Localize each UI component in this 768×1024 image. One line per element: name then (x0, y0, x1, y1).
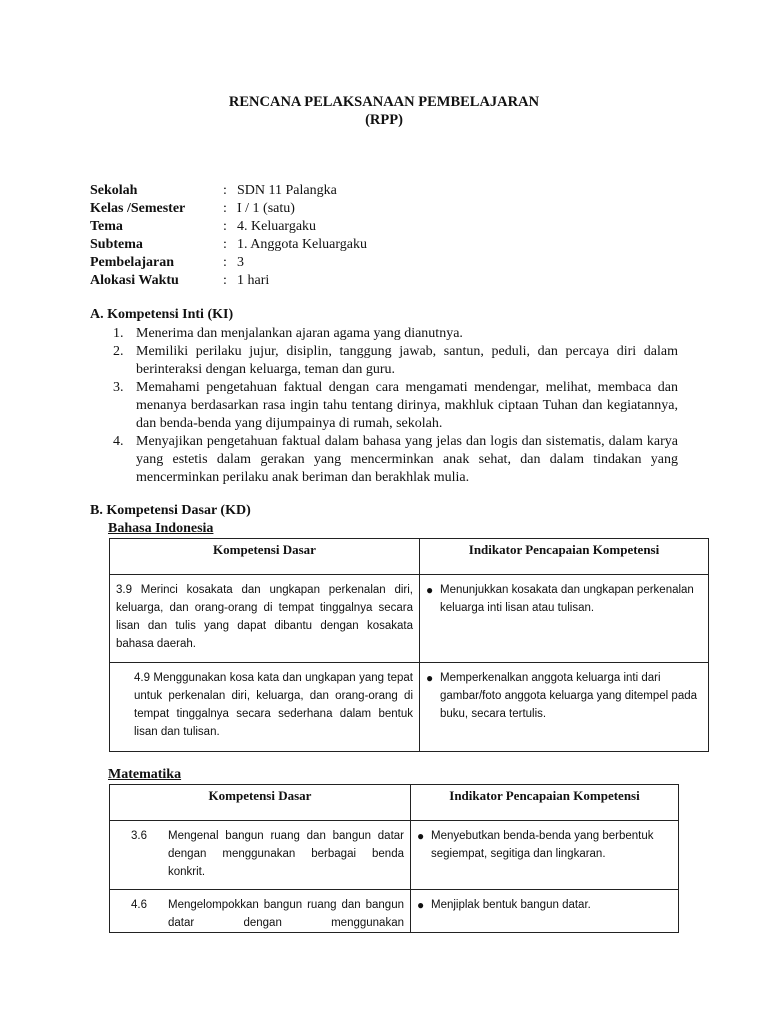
ki-heading: A. Kompetensi Inti (KI) (90, 307, 234, 322)
table-row (110, 821, 679, 890)
list-number: 4. (113, 434, 124, 449)
column-header-kd: Kompetensi Dasar (110, 785, 411, 821)
identity-value: 3 (237, 255, 244, 270)
list-item (113, 343, 678, 379)
document-title: RENCANA PELAKSANAAN PEMBELAJARAN (228, 94, 540, 110)
list-text: Menyajikan pengetahuan faktual dalam bahasa yang jelas dan logis dan sistematis, dalam karya yang estetis dalam gerakan yang mencerminkan anak sehat, dan dalam tindakan yang mencerminkan perilaku anak beriman dan berakhlak mulia. (136, 434, 678, 485)
list-text: Menerima dan menjalankan ajaran agama yang dianutnya. (136, 326, 463, 341)
table-row (110, 575, 709, 663)
table-header-row (110, 785, 679, 821)
identity-colon: : (223, 201, 227, 216)
identity-row-pembelajaran (90, 254, 367, 272)
identity-label: Pembelajaran (90, 255, 174, 270)
identity-colon: : (223, 183, 227, 198)
indicator-text: Menyebutkan benda-benda yang berbentuk segiempat, segitiga dan lingkaran. (431, 830, 654, 860)
subject-title-matematika: Matematika (108, 767, 182, 782)
bullet-icon: ● (426, 583, 434, 597)
kd-table-bahasa (109, 538, 709, 752)
list-item (113, 325, 678, 343)
kd-cell (110, 821, 411, 890)
kd-cell (110, 890, 411, 933)
list-item (113, 379, 678, 433)
identity-row-alokasi (90, 272, 367, 290)
subject-title-bahasa: Bahasa Indonesia (108, 521, 214, 536)
identity-label: Subtema (90, 237, 143, 252)
list-number: 2. (113, 344, 124, 359)
identity-value: I / 1 (satu) (237, 201, 295, 216)
identity-label: Kelas /Semester (90, 201, 186, 216)
indicator-cell (420, 663, 709, 752)
kd-cell: 3.9 Merinci kosakata dan ungkapan perkenalan diri, keluarga, dan orang-orang di tempat tinggalnya secara lisan dan tulis yang dapat dibantu dengan kosakata bahasa daerah. (110, 575, 420, 663)
kd-number: 4.6 (131, 899, 147, 911)
indicator-text: Menunjukkan kosakata dan ungkapan perkenalan keluarga inti lisan atau tulisan. (440, 584, 694, 614)
list-number: 3. (113, 380, 124, 395)
table-row (110, 890, 679, 933)
identity-value: SDN 11 Palangka (237, 183, 337, 198)
identity-colon: : (223, 219, 227, 234)
identity-label: Alokasi Waktu (90, 273, 179, 288)
identity-value: 4. Keluargaku (237, 219, 317, 234)
kd-text: Mengenal bangun ruang dan bangun datar dengan menggunakan berbagai benda konkrit. (168, 830, 404, 878)
identity-block (90, 182, 367, 290)
column-header-kd: Kompetensi Dasar (110, 539, 420, 575)
kd-heading: B. Kompetensi Dasar (KD) (90, 503, 251, 518)
identity-colon: : (223, 255, 227, 270)
bullet-icon: ● (417, 829, 425, 843)
table-row (110, 663, 709, 752)
identity-row-sekolah (90, 182, 367, 200)
list-text: Memiliki perilaku jujur, disiplin, tanggung jawab, santun, peduli, dan percaya diri dalam berinteraksi dengan keluarga, teman dan guru. (136, 344, 678, 377)
ki-list (113, 325, 678, 487)
list-number: 1. (113, 326, 124, 341)
identity-value: 1. Anggota Keluargaku (237, 237, 367, 252)
kd-table-matematika (109, 784, 679, 933)
identity-row-kelas (90, 200, 367, 218)
table-header-row (110, 539, 709, 575)
indicator-text: Menjiplak bentuk bangun datar. (431, 899, 591, 911)
list-item (113, 433, 678, 487)
identity-row-subtema (90, 236, 367, 254)
identity-colon: : (223, 237, 227, 252)
document-subtitle: (RPP) (365, 112, 403, 128)
column-header-indicator: Indikator Pencapaian Kompetensi (411, 785, 679, 821)
identity-label: Sekolah (90, 183, 138, 198)
indicator-text: Memperkenalkan anggota keluarga inti dari gambar/foto anggota keluarga yang ditempel pada buku, secara tertulis. (440, 672, 698, 720)
bullet-icon: ● (426, 671, 434, 685)
column-header-indicator: Indikator Pencapaian Kompetensi (420, 539, 709, 575)
kd-number: 3.6 (131, 830, 147, 842)
identity-label: Tema (90, 219, 123, 234)
identity-row-tema (90, 218, 367, 236)
list-text: Memahami pengetahuan faktual dengan cara mengamati mendengar, melihat, membaca dan menanya berdasarkan rasa ingin tahu tentang dirinya, makhluk ciptaan Tuhan dan kegiatannya, dan benda-benda yang dijumpainya di rumah, sekolah. (136, 380, 678, 431)
indicator-cell (411, 821, 679, 890)
identity-colon: : (223, 273, 227, 288)
indicator-cell (420, 575, 709, 663)
kd-cell: 4.9 Menggunakan kosa kata dan ungkapan yang tepat untuk perkenalan diri, keluarga, dan orang-orang di tempat tinggalnya secara sederhana dalam bentuk lisan dan tulisan. (110, 663, 420, 752)
kd-text: Mengelompokkan bangun ruang dan bangun datar dengan menggunakan (168, 899, 404, 929)
bullet-icon: ● (417, 898, 425, 912)
indicator-cell (411, 890, 679, 933)
identity-value: 1 hari (237, 273, 270, 288)
